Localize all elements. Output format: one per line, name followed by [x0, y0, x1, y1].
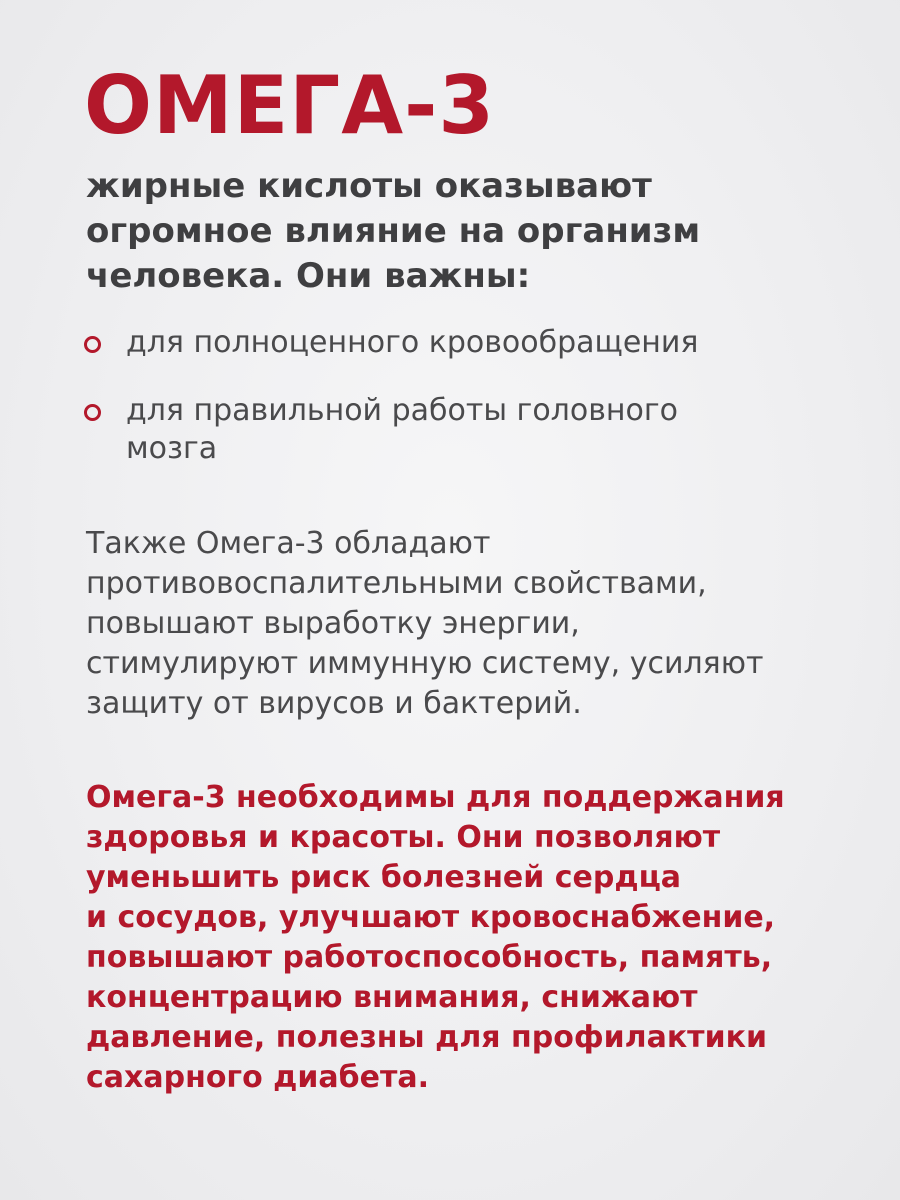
- highlight-line: Омега-3 необходимы для поддержания: [86, 780, 785, 815]
- page-title: ОМЕГА-3: [84, 59, 496, 152]
- highlight-line: концентрацию внимания, снижают: [86, 980, 698, 1015]
- benefit-line: для правильной работы головного: [126, 393, 678, 428]
- benefit-line: мозга: [126, 431, 218, 466]
- intro-line: человека. Они важны:: [86, 256, 531, 296]
- paragraph-line: Также Омега-3 обладают: [86, 526, 491, 561]
- benefit-item-circulation: [84, 324, 844, 362]
- intro-line: жирные кислоты оказывают: [86, 166, 652, 206]
- highlight-line: здоровья и красоты. Они позволяют: [86, 820, 721, 855]
- highlight-line: сахарного диабета.: [86, 1060, 429, 1095]
- benefits-list: [84, 324, 844, 498]
- paragraph-line: противовоспалительными свойствами,: [86, 566, 707, 601]
- benefit-text: [126, 324, 844, 362]
- intro-line: огромное влияние на организм: [86, 211, 701, 251]
- highlight-line: давление, полезны для профилактики: [86, 1020, 767, 1055]
- properties-paragraph: [86, 524, 846, 724]
- benefit-text: [126, 392, 844, 468]
- paragraph-line: стимулируют иммунную систему, усиляют: [86, 646, 764, 681]
- highlight-line: уменьшить риск болезней сердца: [86, 860, 682, 895]
- highlight-paragraph: [86, 778, 846, 1098]
- benefit-item-brain: [84, 392, 844, 468]
- paragraph-line: защиту от вирусов и бактерий.: [86, 686, 582, 721]
- paragraph-line: повышают выработку энергии,: [86, 606, 580, 641]
- intro-text: [86, 164, 846, 299]
- highlight-line: и сосудов, улучшают кровоснабжение,: [86, 900, 776, 935]
- circle-bullet-icon: [84, 336, 101, 353]
- highlight-line: повышают работоспособность, память,: [86, 940, 773, 975]
- circle-bullet-icon: [84, 404, 101, 421]
- benefit-line: для полноценного кровообращения: [126, 325, 699, 360]
